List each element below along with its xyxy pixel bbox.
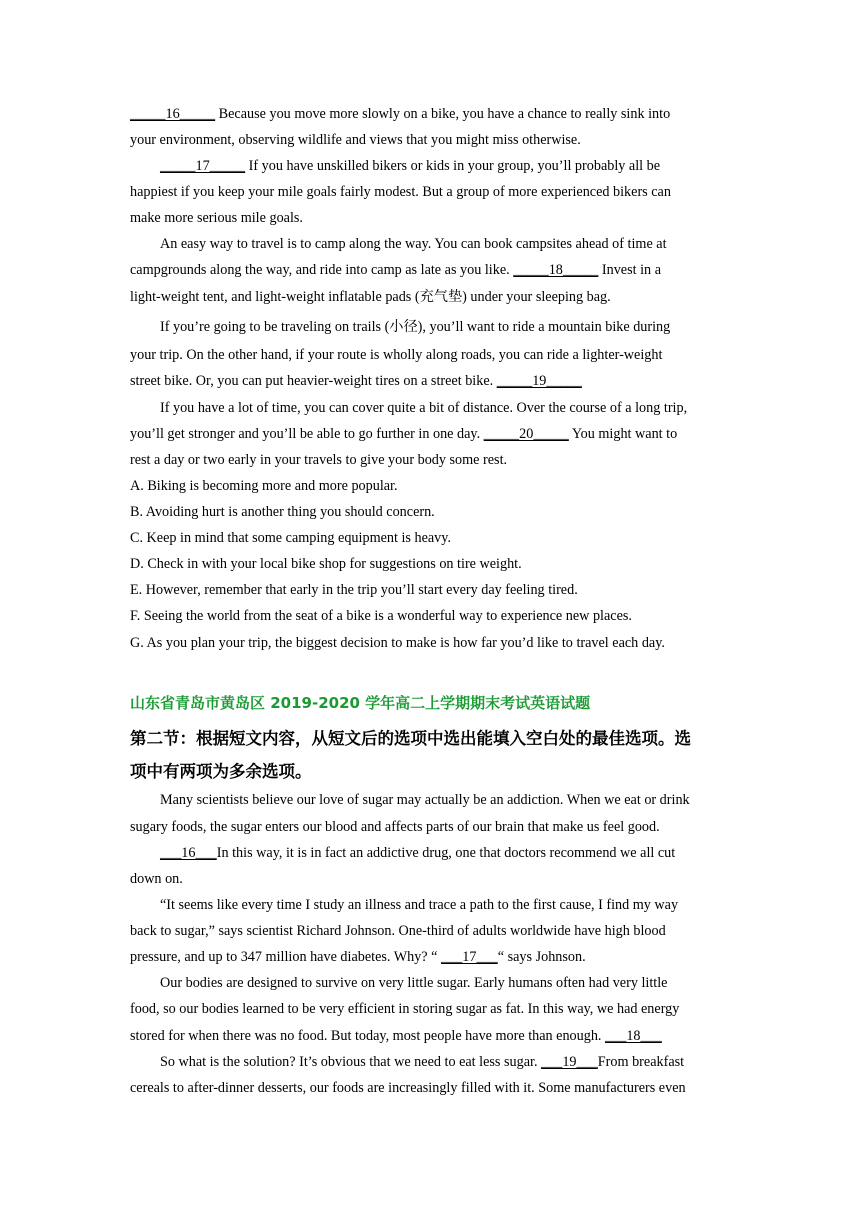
line-text: “ says Johnson. [497,949,586,965]
line-text: down on. [130,871,183,887]
passage1-line-14 [130,451,507,469]
passage1-line-7 [130,261,661,279]
passage2-line-6 [130,922,666,940]
passage2-line-12 [130,1079,686,1097]
passage2-line-8 [160,974,667,992]
passage2-line-10 [130,1027,662,1045]
line-text: An easy way to travel is to camp along the way. You can book campsites ahead of time at [160,236,667,252]
line-text: your environment, observing wildlife and views that you might miss otherwise. [130,132,581,148]
option-a: A. Biking is becoming more and more popular. [130,478,398,494]
passage2-line-11 [160,1053,684,1071]
line-text: back to sugar,” says scientist Richard Johnson. One-third of adults worldwide have high blood [130,923,666,939]
passage1-line-12 [160,399,687,417]
line-text: pressure, and up to 347 million have diabetes. Why? “ [130,949,441,965]
line-text: If you have a lot of time, you can cover quite a bit of distance. Over the course of a long trip, [160,400,688,416]
line-text: Our bodies are designed to survive on very little sugar. Early humans often had very little [160,975,668,991]
line-text: food, so our bodies learned to be very efficient in storing sugar as fat. In this way, we had energy [130,1001,680,1017]
blank-17: ___17___ [441,949,498,965]
line-text: If you have unskilled bikers or kids in your group, you’ll probably all be [245,158,661,174]
passage2-line-5 [160,896,678,914]
passage1-line-9 [160,318,670,336]
passage1-line-1 [130,105,670,123]
source-title: 山东省青岛市黄岛区 2019-2020 学年高二上学期期末考试英语试题 [130,694,591,712]
option-f: F. Seeing the world from the seat of a bike is a wonderful way to experience new places. [130,608,632,624]
line-text: light-weight tent, and light-weight inflatable pads (充气垫) under your sleeping bag. [130,289,611,305]
line-text: Many scientists believe our love of sugar may actually be an addiction. When we eat or drink [160,792,690,808]
blank-19: ___19___ [541,1054,598,1070]
line-text: From breakfast [597,1054,685,1070]
blank-18: ___18___ [605,1028,662,1044]
passage2-line-4 [130,870,183,888]
passage2-line-3 [160,844,675,862]
passage1-line-2 [130,131,581,149]
line-text: You might want to [568,426,678,442]
passage1-line-13 [130,425,677,443]
line-text: campgrounds along the way, and ride into camp as late as you like. [130,262,514,278]
section-instruction-line-1: 第二节：根据短文内容，从短文后的选项中选出能填入空白处的最佳选项。选 [130,729,691,748]
blank-19: _____19_____ [496,373,582,389]
line-text: Invest in a [598,262,661,278]
passage2-line-7 [130,948,586,966]
blank-18: _____18_____ [513,262,599,278]
passage1-line-8 [130,288,611,306]
line-text: “It seems like every time I study an illness and trace a path to the first cause, I find my way [160,897,679,913]
passage1-line-5 [130,209,303,227]
option-d: D. Check in with your local bike shop for suggestions on tire weight. [130,556,522,572]
blank-17: _____17_____ [160,158,246,174]
line-text: So what is the solution? It’s obvious that we need to eat less sugar. [160,1054,542,1070]
line-text: In this way, it is in fact an addictive drug, one that doctors recommend we all cut [216,845,676,861]
passage1-line-4 [130,183,671,201]
passage1-line-6 [160,235,667,253]
passage1-line-11 [130,372,582,390]
line-text: make more serious mile goals. [130,210,303,226]
option-e: E. However, remember that early in the trip you’ll start every day feeling tired. [130,582,578,598]
passage2-line-9 [130,1000,679,1018]
blank-20: _____20_____ [483,426,569,442]
line-text: sugary foods, the sugar enters our blood and affects parts of our brain that make us feel good. [130,819,660,835]
passage2-line-1 [160,791,690,809]
line-text: Because you move more slowly on a bike, you have a chance to really sink into [215,106,671,122]
line-text: street bike. Or, you can put heavier-weight tires on a street bike. [130,373,497,389]
line-text: If you’re going to be traveling on trails (小径), you’ll want to ride a mountain bike during [160,319,671,335]
option-c: C. Keep in mind that some camping equipment is heavy. [130,530,451,546]
blank-16: ___16___ [160,845,217,861]
section-instruction-line-2: 项中有两项为多余选项。 [130,762,312,781]
line-text: happiest if you keep your mile goals fairly modest. But a group of more experienced bikers can [130,184,671,200]
blank-16: _____16_____ [130,106,216,122]
line-text: you’ll get stronger and you’ll be able to go further in one day. [130,426,484,442]
option-g: G. As you plan your trip, the biggest decision to make is how far you’d like to travel each day. [130,635,665,651]
line-text: cereals to after-dinner desserts, our foods are increasingly filled with it. Some manufacturers even [130,1080,686,1096]
passage1-line-3 [160,157,660,175]
passage2-line-2 [130,818,660,836]
line-text: your trip. On the other hand, if your route is wholly along roads, you can ride a lighter-weight [130,347,663,363]
option-b: B. Avoiding hurt is another thing you should concern. [130,504,435,520]
passage1-line-10 [130,346,662,364]
line-text: stored for when there was no food. But today, most people have more than enough. [130,1028,606,1044]
line-text: rest a day or two early in your travels to give your body some rest. [130,452,508,468]
